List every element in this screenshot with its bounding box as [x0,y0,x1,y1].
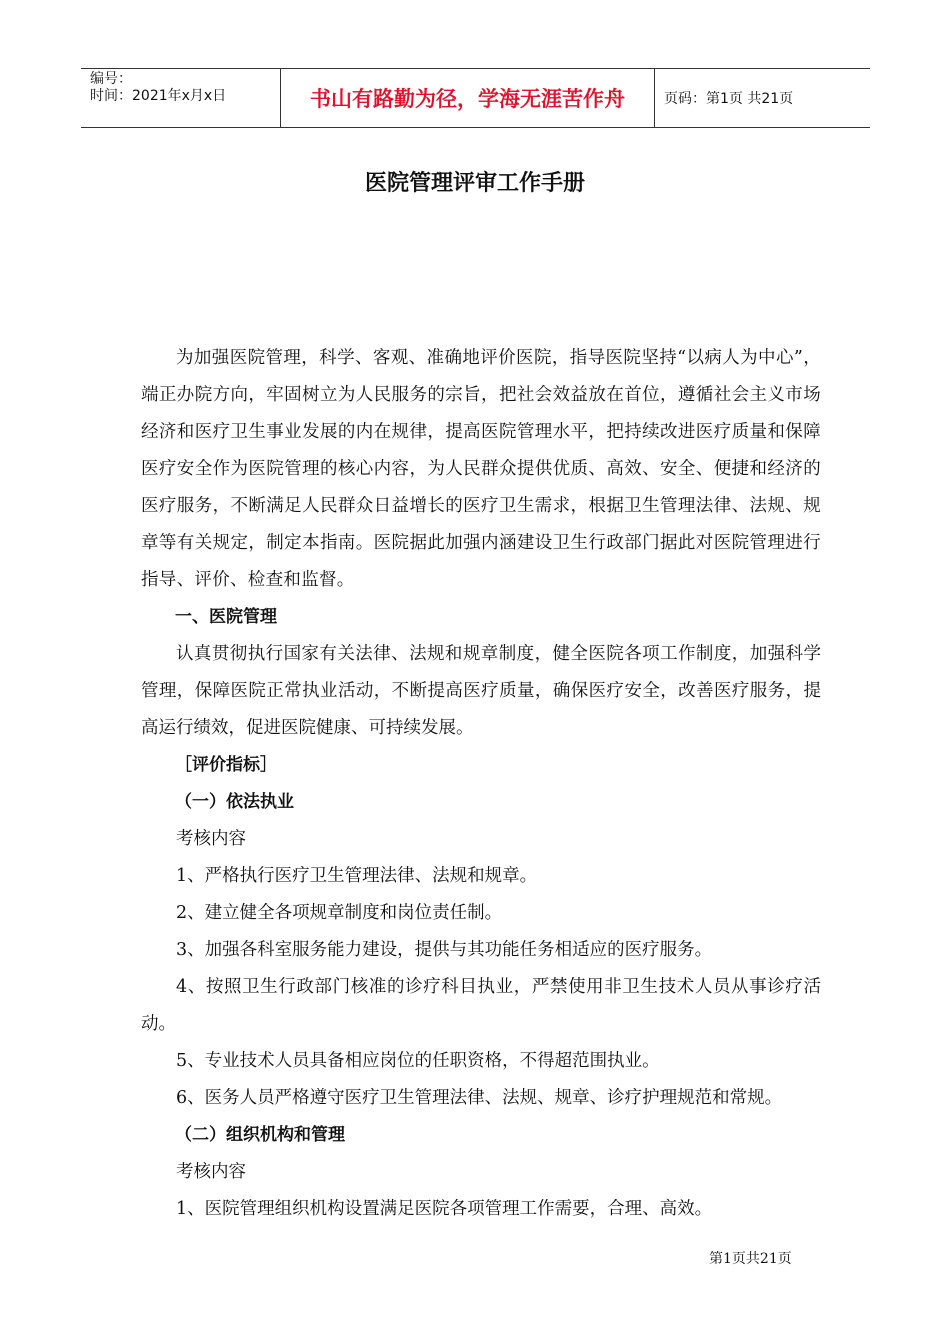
sub1-heading: （一）依法执业 [175,792,294,812]
page-header [81,68,870,128]
sub2-content-label: 考核内容 [176,1162,246,1182]
sub1-content-label: 考核内容 [176,829,246,849]
header-page-label: 页码：第1页 共21页 [664,91,794,107]
sub1-item-6: 6、医务人员严格遵守医疗卫生管理法律、法规、规章、诊疗护理规范和常规。 [176,1088,783,1108]
page-footer: 第1页共21页 [709,1251,792,1267]
sub1-item-1: 1、严格执行医疗卫生管理法律、法规和规章。 [176,866,538,886]
section1-heading: 一、医院管理 [175,607,277,627]
sub1-item-4: 4、按照卫生行政部门核准的诊疗科目执业，严禁使用非卫生技术人员从事诊疗活动。 [141,977,821,1034]
eval-label: ［评价指标］ [175,755,277,775]
document-body [141,340,821,1228]
sub1-item-3: 3、加强各科室服务能力建设，提供与其功能任务相适应的医疗服务。 [176,940,713,960]
section1-text: 认真贯彻执行国家有关法律、法规和规章制度，健全医院各项工作制度，加强科学管理，保障医院正常执业活动，不断提高医疗质量，确保医疗安全，改善医疗服务，提高运行绩效，促进医院健康、可持续发展。 [141,644,821,738]
header-motto: 书山有路勤为径，学海无涯苦作舟 [281,69,655,127]
sub2-item-1: 1、医院管理组织机构设置满足医院各项管理工作需要，合理、高效。 [176,1199,713,1219]
sub2-heading: （二）组织机构和管理 [175,1125,345,1145]
number-label: 编号： [90,71,132,87]
time-label: 时间：2021年x月x日 [90,88,227,104]
sub1-item-5: 5、专业技术人员具备相应岗位的任职资格，不得超范围执业。 [176,1051,660,1071]
sub1-item-2: 2、建立健全各项规章制度和岗位责任制。 [176,903,503,923]
header-meta [81,69,281,127]
document-title: 医院管理评审工作手册 [364,171,585,196]
intro-paragraph: 为加强医院管理，科学、客观、准确地评价医院，指导医院坚持“以病人为中心”，端正办院方向，牢固树立为人民服务的宗旨，把社会效益放在首位，遵循社会主义市场经济和医疗卫生事业发展的内在规律，提高医院管理水平，把持续改进医疗质量和保障医疗安全作为医院管理的核心内容，为人民群众提供优质、高效、安全、便捷和经济的医疗服务，不断满足人民群众日益增长的医疗卫生需求，根据卫生管理法律、法规、规章等有关规定，制定本指南。医院据此加强内涵建设卫生行政部门据此对医院管理进行指导、评价、检查和监督。 [141,348,821,590]
